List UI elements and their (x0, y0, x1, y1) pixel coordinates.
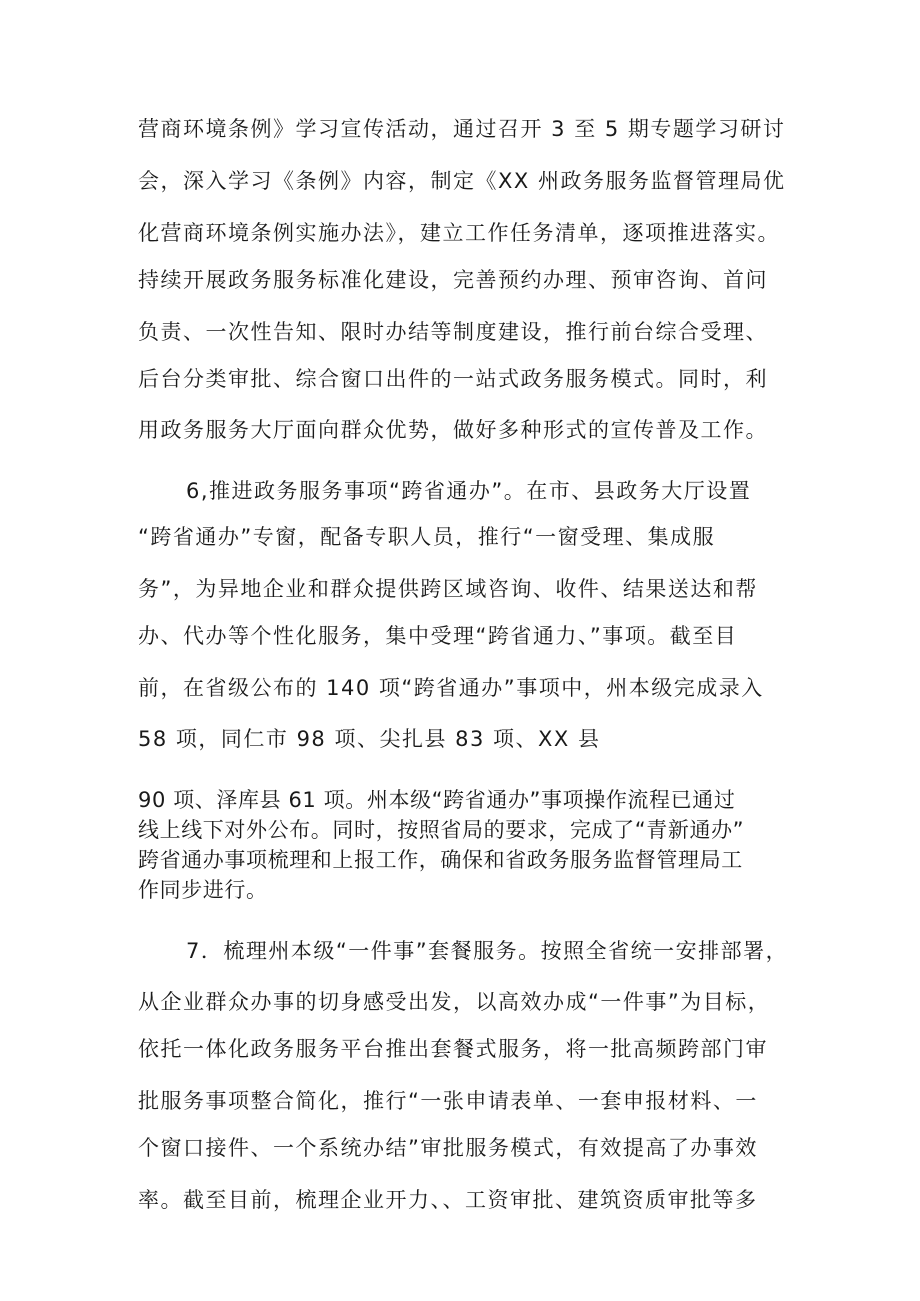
text-line: 作同步进行。 (138, 878, 268, 902)
text-line: 前，在省级公布的 140 项“跨省通办”事项中，州本级完成录入 (138, 676, 764, 700)
text-line: 用政务服务大厅面向群众优势，做好多种形式的宣传普及工作。 (138, 418, 768, 442)
text-line: 营商环境条例》学习宣传活动，通过召开 3 至 5 期专题学习研讨 (138, 117, 786, 141)
text-line: 从企业群众办事的切身感受出发，以高效办成“一件事”为目标， (138, 990, 771, 1014)
text-line: 持续开展政务服务标准化建设，完善预约办理、预审咨询、首问 (138, 268, 768, 292)
text-line: 依托一体化政务服务平台推出套餐式服务，将一批高频跨部门审 (138, 1037, 768, 1061)
text-line: 后台分类审批、综合窗口出件的一站式政务服务模式。同时，利 (138, 367, 768, 391)
text-line: 负责、一次性告知、限时办结等制度建设，推行前台综合受理、 (138, 320, 768, 344)
text-line: 跨省通办事项梳理和上报工作，确保和省政务服务监督管理局工 (138, 848, 743, 872)
text-line: 会，深入学习《条例》内容，制定《XX 州政务服务监督管理局优 (138, 169, 786, 193)
text-line: 90 项、泽库县 61 项。州本级“跨省通办”事项操作流程已通过 (138, 788, 736, 812)
text-line: 化营商环境条例实施办法》，建立工作任务清单，逐项推进落实。 (138, 221, 780, 245)
text-line: 个窗口接件、一个系统办结”审批服务模式，有效提高了办事效 (138, 1136, 758, 1160)
paragraph-6-first-line: 6,推进政务服务事项“跨省通办”。在市、县政务大厅设置 (186, 479, 752, 503)
text-line: 线上线下对外公布。同时，按照省局的要求，完成了“青新通办” (138, 818, 745, 842)
text-line: 办、代办等个性化服务，集中受理“跨省通力、”事项。截至目 (138, 624, 738, 648)
paragraph-7-first-line: 7．梳理州本级“一件事”套餐服务。按照全省统一安排部署， (186, 939, 789, 963)
text-line: 务”，为异地企业和群众提供跨区域咨询、收件、结果送达和帮 (138, 577, 758, 601)
text-line: “跨省通办”专窗，配备专职人员，推行“一窗受理、集成服 (138, 525, 716, 549)
text-line: 率。截至目前，梳理企业开力、、工资审批、建筑资质审批等多 (138, 1188, 758, 1212)
text-line: 批服务事项整合简化，推行“一张申请表单、一套申报材料、一 (138, 1089, 758, 1113)
text-line: 58 项，同仁市 98 项、尖扎县 83 项、XX 县 (138, 727, 601, 751)
